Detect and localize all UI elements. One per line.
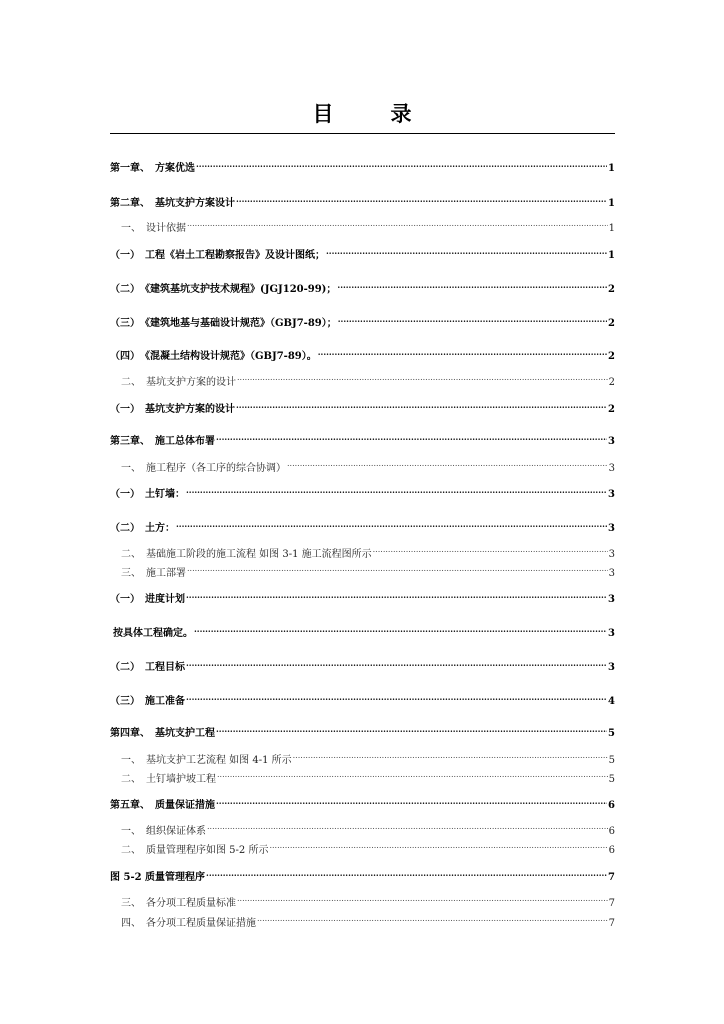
toc-leader-dots — [176, 515, 607, 531]
toc-entry[interactable] — [110, 515, 615, 534]
toc-leader-dots — [269, 837, 607, 853]
toc-leader-dots — [293, 747, 608, 763]
toc-entry[interactable] — [110, 654, 615, 673]
toc-entry-label: （二） 工程目标 — [110, 662, 185, 673]
toc-leader-dots — [217, 766, 608, 782]
toc-entry-label: （一） 土钉墙： — [110, 489, 185, 500]
toc-leader-dots — [216, 792, 607, 808]
toc-entry[interactable] — [121, 560, 615, 579]
toc-entry-label: （二） 土方： — [110, 523, 175, 534]
toc-leader-dots — [257, 910, 608, 926]
toc-entry[interactable] — [110, 481, 615, 500]
toc-leader-dots — [187, 215, 608, 231]
toc-leader-dots — [338, 310, 607, 326]
toc-entry[interactable] — [121, 890, 615, 909]
toc-entry-page: 5 — [608, 755, 615, 766]
toc-entry[interactable] — [110, 310, 615, 329]
toc-entry-page: 3 — [608, 489, 615, 500]
toc-entry-page: 5 — [608, 728, 615, 739]
toc-entry-page: 1 — [608, 198, 615, 209]
toc-leader-dots — [318, 343, 607, 359]
toc-entry[interactable] — [121, 215, 615, 234]
toc-entry-page: 3 — [608, 549, 615, 560]
toc-entry[interactable] — [110, 792, 615, 811]
toc-entry[interactable] — [110, 155, 615, 174]
toc-entry-page: 5 — [608, 774, 615, 785]
toc-entry-page: 2 — [608, 284, 615, 295]
toc-entry[interactable] — [113, 620, 615, 639]
toc-entry-label: 二、 质量管理程序如图 5-2 所示 — [121, 845, 269, 856]
toc-entry-page: 3 — [608, 628, 615, 639]
toc-leader-dots — [186, 586, 607, 602]
toc-entry-label: （一） 工程《岩土工程勘察报告》及设计图纸； — [110, 250, 325, 261]
toc-entry-label: 第四章、 基坑支护工程 — [110, 728, 215, 739]
toc-entry-page: 7 — [608, 872, 615, 883]
toc-entry[interactable] — [110, 343, 615, 362]
toc-entry[interactable] — [121, 837, 615, 856]
toc-leader-dots — [194, 620, 607, 636]
toc-entry[interactable] — [110, 864, 615, 883]
toc-entry[interactable] — [110, 242, 615, 261]
toc-entry[interactable] — [121, 541, 615, 560]
toc-leader-dots — [207, 818, 608, 834]
toc-entry[interactable] — [121, 766, 615, 785]
toc-leader-dots — [216, 428, 607, 444]
toc-leader-dots — [373, 541, 608, 557]
toc-entry-page: 3 — [608, 463, 615, 474]
toc-entry-label: 三、 各分项工程质量标准 — [121, 898, 236, 909]
page-title: 目 录 — [312, 101, 430, 126]
toc-entry[interactable] — [110, 428, 615, 447]
toc-entry-page: 1 — [608, 223, 615, 234]
toc-entry-page: 7 — [608, 898, 615, 909]
toc-entry-label: 二、 基础施工阶段的施工流程 如图 3-1 施工流程图所示 — [121, 549, 372, 560]
toc-entry-label: （四） 《混凝土结构设计规范》（GBJ7-89）。 — [110, 351, 317, 362]
toc-leader-dots — [287, 455, 608, 471]
toc-entry-label: （二） 《建筑基坑支护技术规程》(JGJ120-99)； — [110, 284, 337, 295]
toc-entry-label: 一、 基坑支护工艺流程 如图 4-1 所示 — [121, 755, 292, 766]
toc-entry-page: 2 — [608, 351, 615, 362]
toc-entry-page: 7 — [608, 918, 615, 929]
toc-entry-page: 1 — [608, 250, 615, 261]
toc-leader-dots — [196, 155, 607, 171]
toc-entry-page: 2 — [608, 377, 615, 388]
toc-leader-dots — [237, 890, 608, 906]
toc-entry-page: 4 — [608, 696, 615, 707]
toc-entry-page: 3 — [608, 436, 615, 447]
toc-entry-label: （一） 进度计划 — [110, 594, 185, 605]
toc-leader-dots — [206, 864, 607, 880]
toc-entry[interactable] — [121, 747, 615, 766]
toc-leader-dots — [236, 190, 607, 206]
toc-entry-label: 第二章、 基坑支护方案设计 — [110, 198, 235, 209]
toc-entry[interactable] — [110, 720, 615, 739]
toc-entry-page: 3 — [608, 662, 615, 673]
toc-leader-dots — [337, 276, 607, 292]
toc-entry-label: 第五章、 质量保证措施 — [110, 800, 215, 811]
toc-leader-dots — [187, 560, 608, 576]
toc-entry-page: 6 — [608, 826, 615, 837]
toc-entry-label: 第一章、 方案优选 — [110, 163, 195, 174]
toc-entry[interactable] — [121, 455, 615, 474]
toc-entry-page: 2 — [608, 318, 615, 329]
toc-entry[interactable] — [110, 586, 615, 605]
toc-entry[interactable] — [121, 910, 615, 929]
toc-entry-label: 图 5-2 质量管理程序 — [110, 872, 206, 883]
toc-leader-dots — [216, 720, 607, 736]
toc-entry-label: （三） 施工准备 — [110, 696, 185, 707]
toc-entry-label: 四、 各分项工程质量保证措施 — [121, 918, 256, 929]
toc-entry-label: 一、 组织保证体系 — [121, 826, 206, 837]
toc-entry-page: 3 — [608, 594, 615, 605]
toc-entry-page: 6 — [608, 845, 615, 856]
toc-entry-label: 按具体工程确定。 — [113, 628, 193, 639]
toc-leader-dots — [186, 481, 607, 497]
toc-entry[interactable] — [110, 396, 615, 415]
toc-entry[interactable] — [121, 369, 615, 388]
toc-entry-page: 1 — [608, 163, 615, 174]
toc-entry-label: 三、 施工部署 — [121, 568, 186, 579]
toc-entry-page: 3 — [608, 523, 615, 534]
toc-entry-page: 3 — [608, 568, 615, 579]
toc-entry-label: 一、 设计依据 — [121, 223, 186, 234]
toc-leader-dots — [237, 369, 608, 385]
toc-leader-dots — [186, 654, 607, 670]
toc-entry-page: 6 — [608, 800, 615, 811]
toc-leader-dots — [326, 242, 607, 258]
toc-entry[interactable] — [110, 190, 615, 209]
toc-leader-dots — [186, 688, 607, 704]
toc-entry[interactable] — [121, 818, 615, 837]
toc-entry-label: 二、 基坑支护方案的设计 — [121, 377, 236, 388]
toc-entry-page: 2 — [608, 404, 615, 415]
toc-leader-dots — [236, 396, 607, 412]
toc-entry-label: 一、 施工程序（各工序的综合协调） — [121, 463, 286, 474]
toc-entry-label: 第三章、 施工总体布署 — [110, 436, 215, 447]
toc-entry[interactable] — [110, 276, 615, 295]
toc-entry-label: （一） 基坑支护方案的设计 — [110, 404, 235, 415]
toc-entry-label: （三） 《建筑地基与基础设计规范》（GBJ7-89）； — [110, 318, 337, 329]
toc-entry-label: 二、 土钉墙护坡工程 — [121, 774, 216, 785]
toc-entry[interactable] — [110, 688, 615, 707]
